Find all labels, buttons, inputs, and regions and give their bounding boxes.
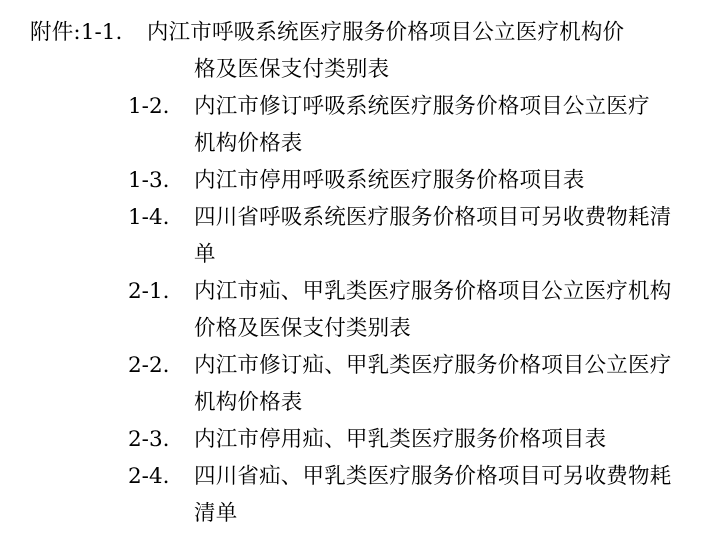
attachment-item-text: 内江市呼吸系统医疗服务价格项目公立医疗机构价	[146, 20, 625, 45]
attachment-item-continuation: 价格及医保支付类别表	[194, 316, 412, 341]
attachment-item-number: 2-3.	[128, 427, 170, 452]
attachment-item-text: 内江市停用疝、甲乳类医疗服务价格项目表	[194, 427, 607, 452]
attachment-item-text: 内江市修订疝、甲乳类医疗服务价格项目公立医疗	[194, 353, 672, 378]
attachment-item	[30, 88, 685, 125]
attachment-header-line	[30, 14, 685, 51]
attachment-item-text: 内江市修订呼吸系统医疗服务价格项目公立医疗	[194, 94, 650, 119]
attachment-item-text: 四川省疝、甲乳类医疗服务价格项目可另收费物耗	[194, 464, 672, 489]
attachment-item	[30, 421, 685, 458]
attachment-item	[30, 199, 685, 273]
attachment-item-number: 1-1.	[80, 20, 123, 45]
attachment-item	[30, 162, 685, 199]
attachment-item	[30, 347, 685, 384]
attachment-item	[30, 273, 685, 310]
attachment-item-continuation: 清单	[194, 501, 238, 526]
attachment-item-continuation: 机构价格表	[194, 131, 303, 156]
attachment-item-text: 内江市疝、甲乳类医疗服务价格项目公立医疗机构	[194, 279, 672, 304]
attachment-item-text: 内江市停用呼吸系统医疗服务价格项目表	[194, 168, 585, 193]
attachment-item-number: 2-2.	[128, 353, 170, 378]
attachment-item-number: 2-4.	[128, 464, 170, 489]
attachment-item-number: 1-3.	[128, 168, 170, 193]
attachment-item-number: 2-1.	[128, 279, 170, 304]
attachment-label: 附件:	[30, 20, 81, 45]
attachment-item-number: 1-4.	[128, 205, 170, 230]
attachment-item-continuation: 机构价格表	[194, 390, 303, 415]
attachment-list	[30, 14, 685, 532]
attachment-item	[30, 458, 685, 495]
attachment-item-continuation: 格及医保支付类别表	[194, 57, 390, 82]
attachment-item-text: 四川省呼吸系统医疗服务价格项目可另收费物耗清单	[194, 205, 672, 267]
attachment-item-number: 1-2.	[128, 94, 170, 119]
